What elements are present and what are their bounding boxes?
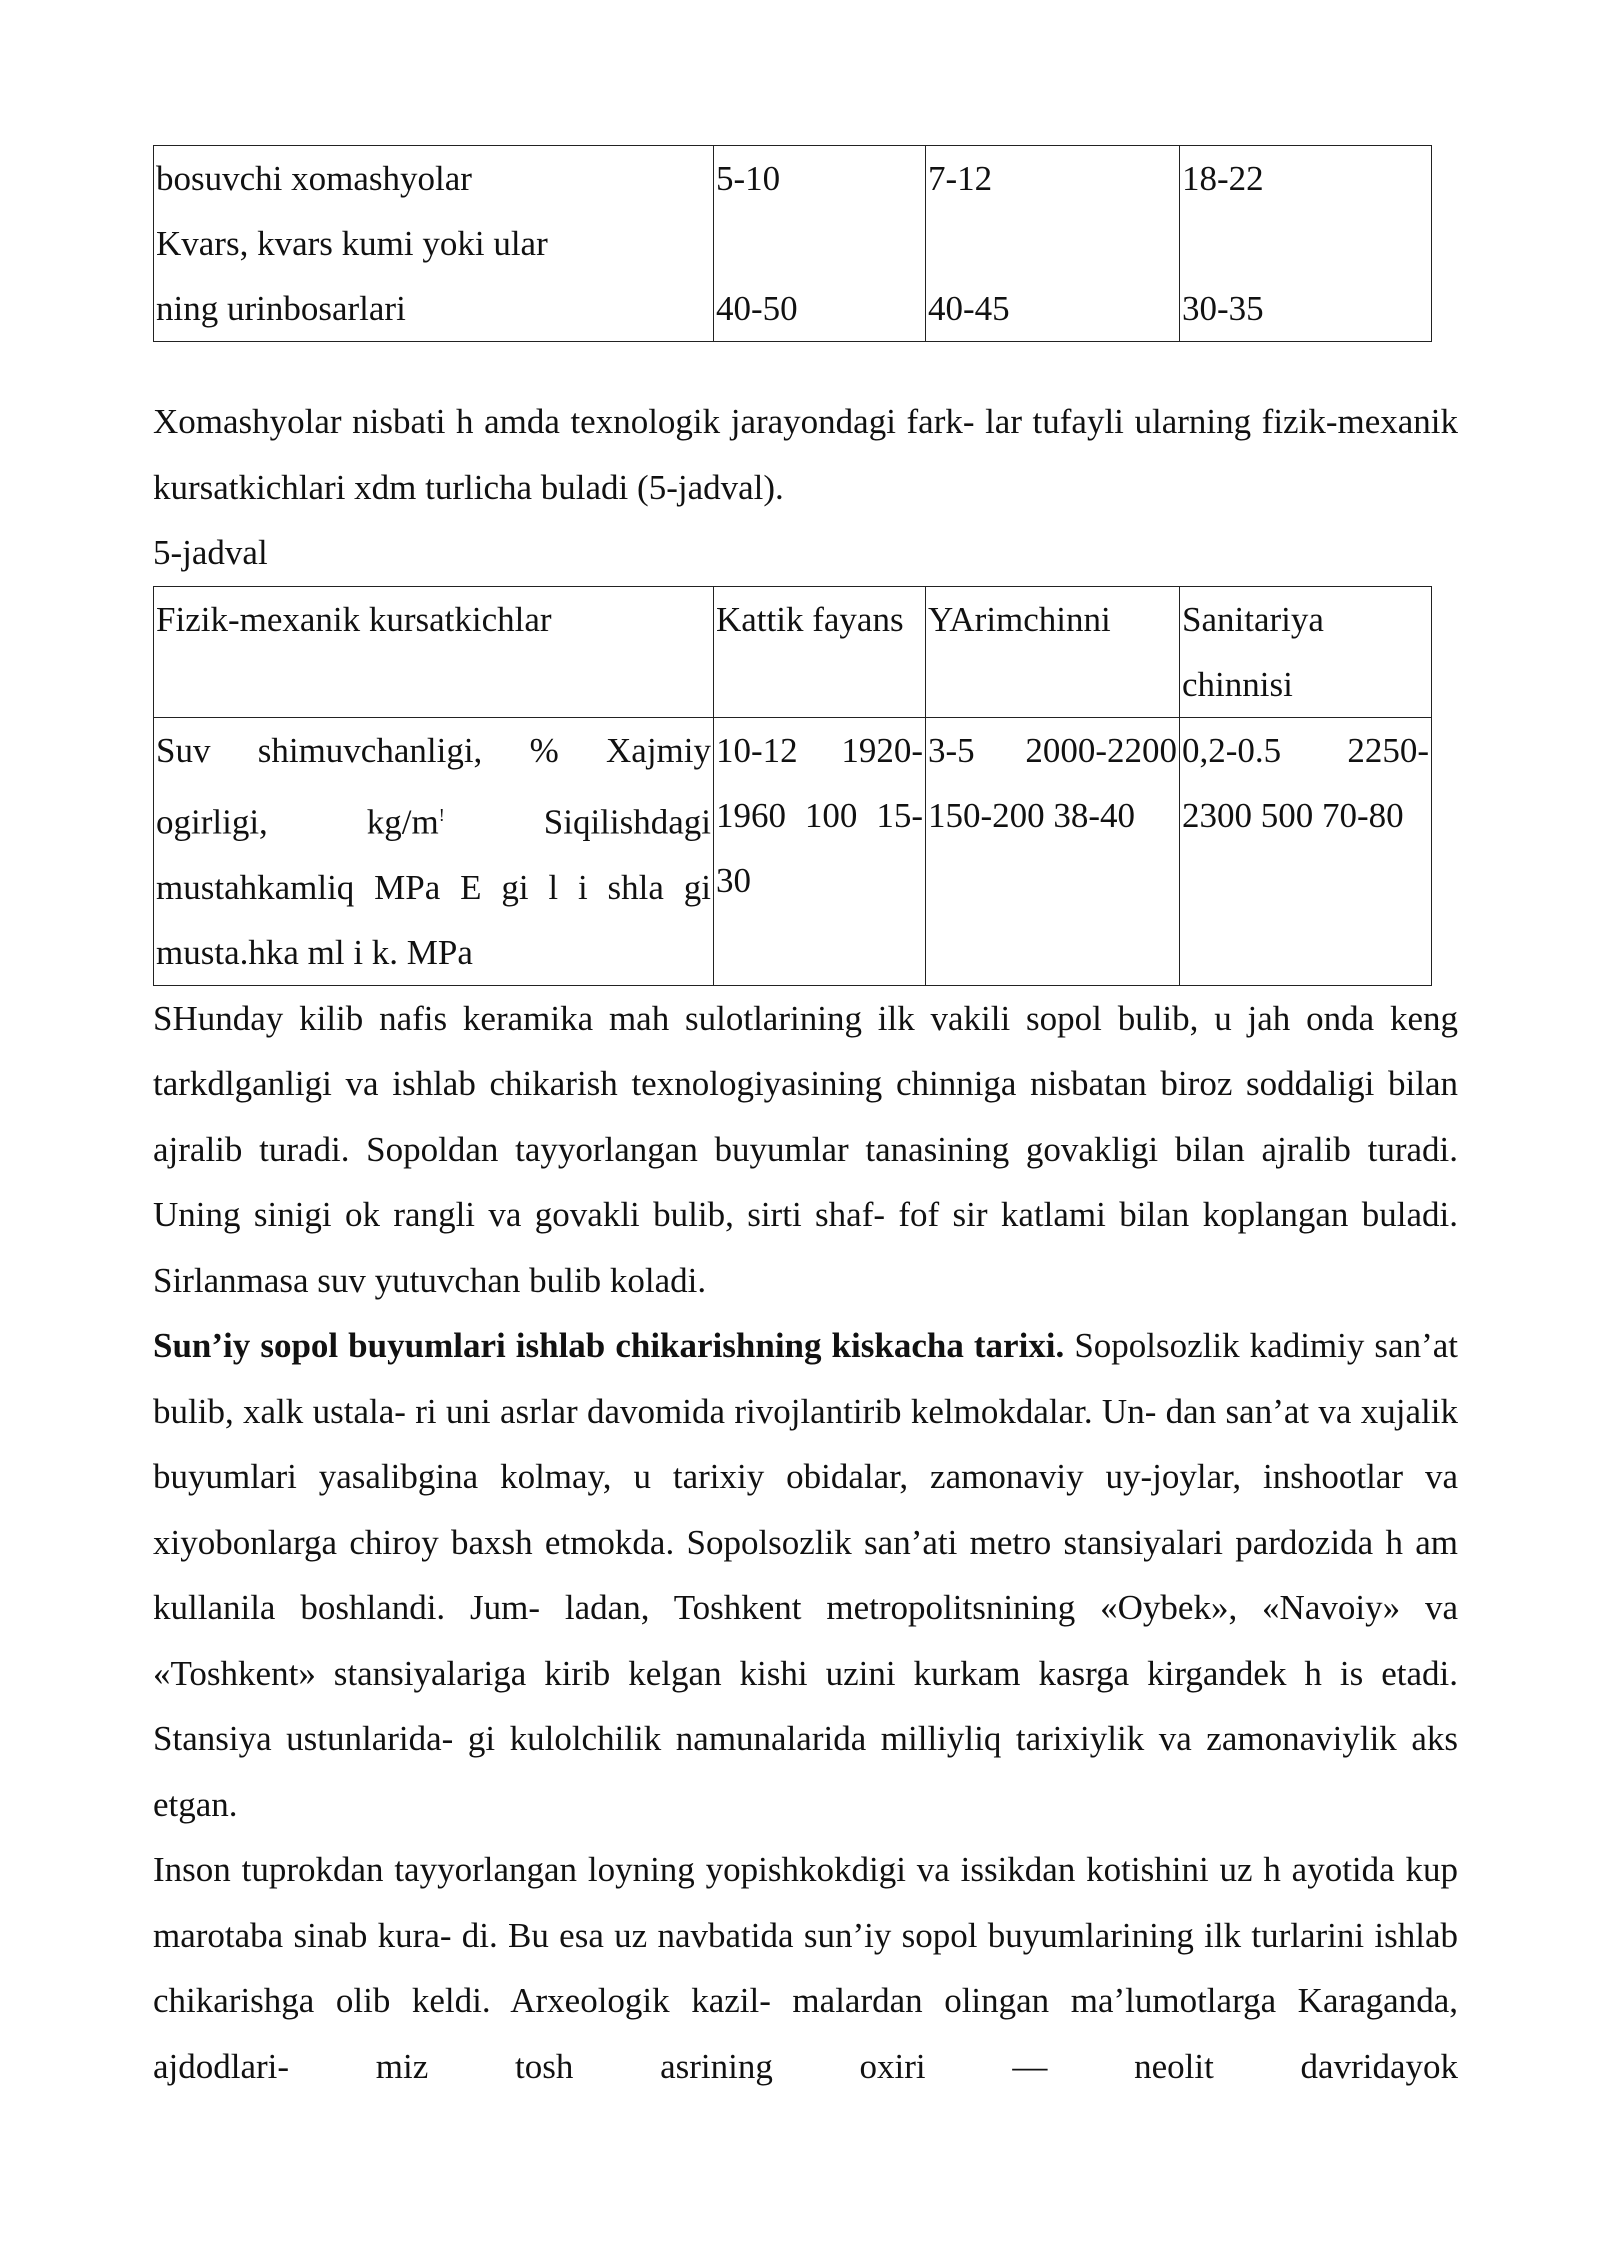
superscript-mark: ! bbox=[438, 805, 445, 825]
paragraph-text: Sopolsozlik kadimiy san’at bulib, xalk ustala- ri uni asrlar davomida rivojlantirib kelmokdalar. Un- dan san’at va xujalik buyumlari yasalibgina kolmay, u tarixiy obidalar, zamonaviy uy-joylar, inshootlar va xiyobonlarga chiroy baxsh etmokda. Sopolsozlik san’ati metro stansiyalari pardozida h am kullanila boshlandi. Jum- ladan, Toshkent metropolitsnining «Oybek», «Navoiy» va «Toshkent» stansiyalariga kirib kelgan kishi uzini kurkam kasrga kirgandek h is etadi. Stansiya ustunlarida- gi kulolchilik namunalarida milliyliq tarixiylik va zamonaviylik aks etgan. bbox=[153, 1326, 1458, 1824]
table-cell-value: 10-12 1920-1960 100 15-30 bbox=[714, 718, 926, 986]
paragraph: SHunday kilib nafis keramika mah sulotlarining ilk vakili sopol bulib, u jah onda keng tarkdlganligi va ishlab chikarish texnologiyasining chinniga nisbatan biroz soddaligi bilan ajralib turadi. Sopoldan tayyorlangan buyumlar tanasining govakligi bilan ajralib turadi. Uning sinigi ok rangli va govakli bulib, sirti shaf- fof sir katlami bilan koplangan buladi. Sirlanmasa suv yutuvchan bulib koladi. bbox=[153, 998, 1458, 1300]
table-row bbox=[154, 146, 1432, 342]
table-cell-value: 3-5 2000-2200 150-200 38-40 bbox=[926, 718, 1180, 986]
table-cell-value bbox=[926, 146, 1180, 342]
table-cell-material bbox=[154, 146, 714, 342]
section-heading: Sun’iy sopol buyumlari ishlab chikarishning kiskacha tarixi. bbox=[153, 1326, 1065, 1366]
paragraph bbox=[153, 1313, 1458, 1837]
cell-text: Suv shimuvchanligi, % Xajmiy ogirligi, kg/m bbox=[156, 731, 711, 842]
table-cell-properties bbox=[154, 718, 714, 986]
cell-line: 30-35 bbox=[1182, 289, 1264, 328]
cell-line: 5-10 bbox=[716, 159, 781, 198]
composition-table bbox=[153, 145, 1432, 342]
table-row bbox=[154, 718, 1432, 986]
paragraph: Inson tuprokdan tayyorlangan loyning yopishkokdigi va issikdan kotishini uz h ayotida kup marotaba sinab kura- di. Bu esa uz navbatida sun’iy sopol buyumlarining ilk turlarini ishlab chikarishga olib keldi. Arxeologik kazil- malardan olingan ma’lumotlarga Karaganda, ajdodlari- miz tosh asrining oxiri — neolit davridayok bbox=[153, 1850, 1458, 2086]
properties-table bbox=[153, 586, 1432, 986]
table-caption: 5-jadval bbox=[153, 533, 268, 572]
cell-line: 18-22 bbox=[1182, 159, 1264, 198]
table-cell-value bbox=[1180, 146, 1432, 342]
cell-spacer bbox=[716, 211, 923, 276]
table-header-cell: Sanitariya chinnisi bbox=[1180, 587, 1432, 718]
cell-line: ning urinbosarlari bbox=[156, 289, 406, 328]
table-header-cell: Kattik fayans bbox=[714, 587, 926, 718]
table-header-cell: Fizik-mexanik kursatkichlar bbox=[154, 587, 714, 718]
table-header-row bbox=[154, 587, 1432, 718]
cell-line: Kvars, kvars kumi yoki ular bbox=[156, 224, 548, 263]
table-cell-value: 0,2-0.5 2250-2300 500 70-80 bbox=[1180, 718, 1432, 986]
cell-line: 40-45 bbox=[928, 289, 1010, 328]
cell-line: 40-50 bbox=[716, 289, 798, 328]
document-page bbox=[153, 145, 1458, 2099]
cell-line: bosuvchi xomashyolar bbox=[156, 159, 472, 198]
table-header-cell: YArimchinni bbox=[926, 587, 1180, 718]
cell-spacer bbox=[928, 211, 1177, 276]
paragraph: Xomashyolar nisbati h amda texnologik jarayondagi fark- lar tufayli ularning fizik-mexanik kursatkichlari xdm turlicha buladi (5-jadval). bbox=[153, 402, 1458, 507]
table-cell-value bbox=[714, 146, 926, 342]
cell-spacer bbox=[1182, 211, 1429, 276]
cell-text: Siqilishdagi mustahkamliq MPa E gi l i shla gi musta.hka ml i k. MPa bbox=[156, 802, 711, 972]
cell-line: 7-12 bbox=[928, 159, 993, 198]
